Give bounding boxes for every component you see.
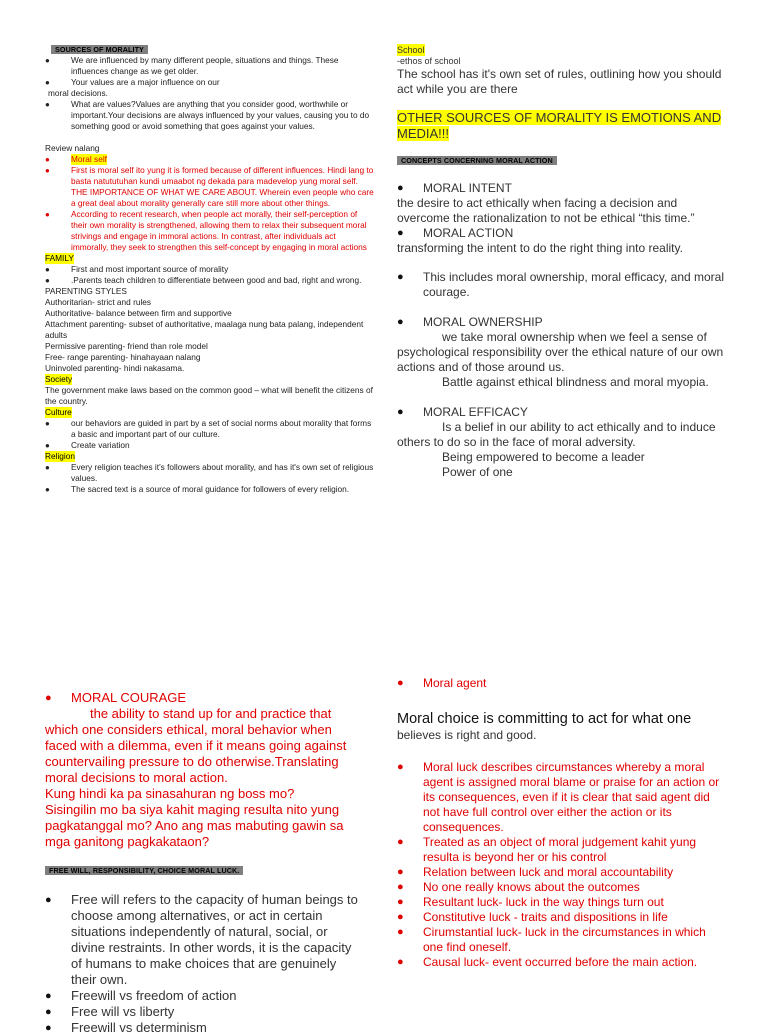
- parenting-line: PARENTING STYLES: [45, 286, 127, 296]
- family-bullet: ● First and most important source of morality: [45, 264, 375, 275]
- school-text: The school has it's own set of rules, outlining how you should act while you are there: [397, 67, 722, 96]
- review-label: Review nalang: [45, 143, 100, 153]
- religion-bullet: ● Every religion teaches it's followers about morality, and has it's own set of religious values.: [45, 462, 375, 484]
- society-text: The government make laws based on the common good – what will benefit the citizens of the country.: [45, 385, 373, 406]
- family-label: FAMILY: [45, 253, 74, 263]
- moral-luck-bullet: ● Relation between luck and moral accountability: [397, 865, 729, 880]
- moral-efficacy-text: Is a belief in our ability to act ethically and to induce others to do so in the face of moral adversity.: [397, 420, 716, 449]
- tagalog-question: Sisingilin mo ba siya kahit maging resulta nito yung pagkatanggal mo? Ano ang mas mabuting gawin sa mga ganitong pagkakataon?: [45, 802, 344, 849]
- moral-agent-label: ● Moral agent: [397, 676, 729, 691]
- moral-luck-bullet: ● Constitutive luck - traits and dispositions in life: [397, 910, 729, 925]
- empowered-line: Being empowered to become a leader: [442, 450, 645, 464]
- moral-luck-bullet: ● Resultant luck- luck in the way things turn out: [397, 895, 729, 910]
- ethos-line: -ethos of school: [397, 56, 461, 66]
- moral-luck-bullet: ● Causal luck- event occurred before the main action.: [397, 955, 729, 970]
- intro-bullet: ● We are influenced by many different people, situations and things. These influences change as we get older.: [45, 55, 375, 77]
- moral-luck-bullet: ● Moral luck describes circumstances whereby a moral agent is assigned moral blame or praise for an action or its consequences, even if it is clear that said agent did not have full control over either the action or its consequences.: [397, 760, 729, 835]
- moral-luck-bullet: ● Treated as an object of moral judgement kahit yung resulta is beyond her or his control: [397, 835, 729, 865]
- free-will-bullet: ● Freewill vs freedom of action: [45, 988, 365, 1004]
- moral-ownership-label: ● MORAL OWNERSHIP: [397, 315, 727, 330]
- moral-efficacy-label: ● MORAL EFFICACY: [397, 405, 727, 420]
- moral-decisions-line: moral decisions.: [48, 88, 108, 98]
- moral-action-label: ● MORAL ACTION: [397, 226, 727, 241]
- tagalog-question: Kung hindi ka pa sinasahuran ng boss mo?: [45, 786, 295, 801]
- moral-courage-label: ● MORAL COURAGE: [45, 690, 365, 706]
- battle-text: Battle against ethical blindness and moral myopia.: [442, 375, 709, 389]
- culture-bullet: ● our behaviors are guided in part by a set of social norms about morality that forms a basic and important part of our culture.: [45, 418, 375, 440]
- sources-of-morality-section: [45, 44, 375, 495]
- moral-self-bullet: ● According to recent research, when people act morally, their self-perception of their own morality is strengthened, allowing them to relax their subsequent moral strivings and engage in immoral actions. In contrast, after individuals act immorally, they seek to strengthen this self-concept by engaging in moral actions: [45, 209, 375, 253]
- parenting-line: Free- range parenting- hinahayaan nalang: [45, 352, 201, 362]
- concepts-heading: CONCEPTS CONCERNING MORAL ACTION: [397, 156, 557, 165]
- moral-choice-cont: believes is right and good.: [397, 728, 537, 742]
- other-sources-text: OTHER SOURCES OF MORALITY IS EMOTIONS AND MEDIA!!!: [397, 110, 722, 141]
- moral-ownership-text: we take moral ownership when we feel a sense of psychological responsibility over the ethical nature of our own actions and of those around us.: [397, 330, 724, 374]
- parenting-line: Attachment parenting- subset of authoritative, maalaga nung bata palang, independent adults: [45, 319, 364, 340]
- free-will-bullet: ● Freewill vs determinism: [45, 1020, 365, 1036]
- school-label: School: [397, 45, 425, 55]
- moral-courage-section: [45, 690, 365, 1036]
- culture-label: Culture: [45, 407, 72, 417]
- moral-intent-text: the desire to act ethically when facing a decision and overcome the rationalization to not be ethical “this time.”: [397, 196, 695, 225]
- parenting-line: Authoritarian- strict and rules: [45, 297, 152, 307]
- culture-bullet: ● Create variation: [45, 440, 375, 451]
- free-will-bullet: ● Free will refers to the capacity of human beings to choose among alternatives, or act in certain situations independently of natural, social, or divine restraints. In other words, it is the capacity of humans to make choices that are genuinely their own.: [45, 892, 365, 988]
- parenting-line: Authoritative- balance between firm and supportive: [45, 308, 232, 318]
- free-will-heading: FREE WILL, RESPONSIBILITY, CHOICE MORAL LUCK.: [45, 866, 243, 875]
- religion-bullet: ● The sacred text is a source of moral guidance for followers of every religion.: [45, 484, 375, 495]
- parenting-line: Uninvoled parenting- hindi nakasama.: [45, 363, 185, 373]
- moral-self-bullet: ● First is moral self ito yung it is formed because of different influences. Hindi lang to basta natututuhan kundi umaabot ng dekada para madevelop yung moral self. THE IMPORTANCE OF WHAT WE CARE ABOUT. Wherein even people who care a great deal about morality generally care still more about other things.: [45, 165, 375, 209]
- sources-heading: SOURCES OF MORALITY: [51, 45, 148, 54]
- moral-courage-text: the ability to stand up for and practice that which one considers ethical, moral behavior when faced with a dilemma, even if it means going against countervailing pressure to do otherwise.Translating moral decisions to moral action.: [45, 706, 347, 785]
- moral-self-label: Moral self: [71, 154, 107, 164]
- moral-luck-bullet: ● Cirumstantial luck- luck in the circumstances in which one find oneself.: [397, 925, 729, 955]
- values-bullet: ● What are values?Values are anything that you consider good, worthwhile or important.Your decisions are always influenced by your values, causing you to do something good or avoid something that goes against your values.: [45, 99, 375, 132]
- free-will-bullet: ● Free will vs liberty: [45, 1004, 365, 1020]
- society-label: Society: [45, 374, 73, 384]
- moral-luck-bullet: ● No one really knows about the outcomes: [397, 880, 729, 895]
- parenting-line: Permissive parenting- friend than role model: [45, 341, 208, 351]
- religion-label: Religion: [45, 451, 75, 461]
- family-bullet: ● .Parents teach children to differentiate between good and bad, right and wrong.: [45, 275, 375, 286]
- includes-bullet: ● This includes moral ownership, moral efficacy, and moral courage.: [397, 270, 727, 300]
- power-line: Power of one: [442, 465, 513, 479]
- school-and-concepts-section: [397, 44, 727, 480]
- moral-choice-title: Moral choice is committing to act for what one: [397, 711, 692, 727]
- moral-intent-label: ● MORAL INTENT: [397, 181, 727, 196]
- moral-action-text: transforming the intent to do the right thing into reality.: [397, 241, 683, 255]
- moral-luck-section: [397, 676, 729, 970]
- intro-bullet: ● Your values are a major influence on our: [45, 77, 375, 88]
